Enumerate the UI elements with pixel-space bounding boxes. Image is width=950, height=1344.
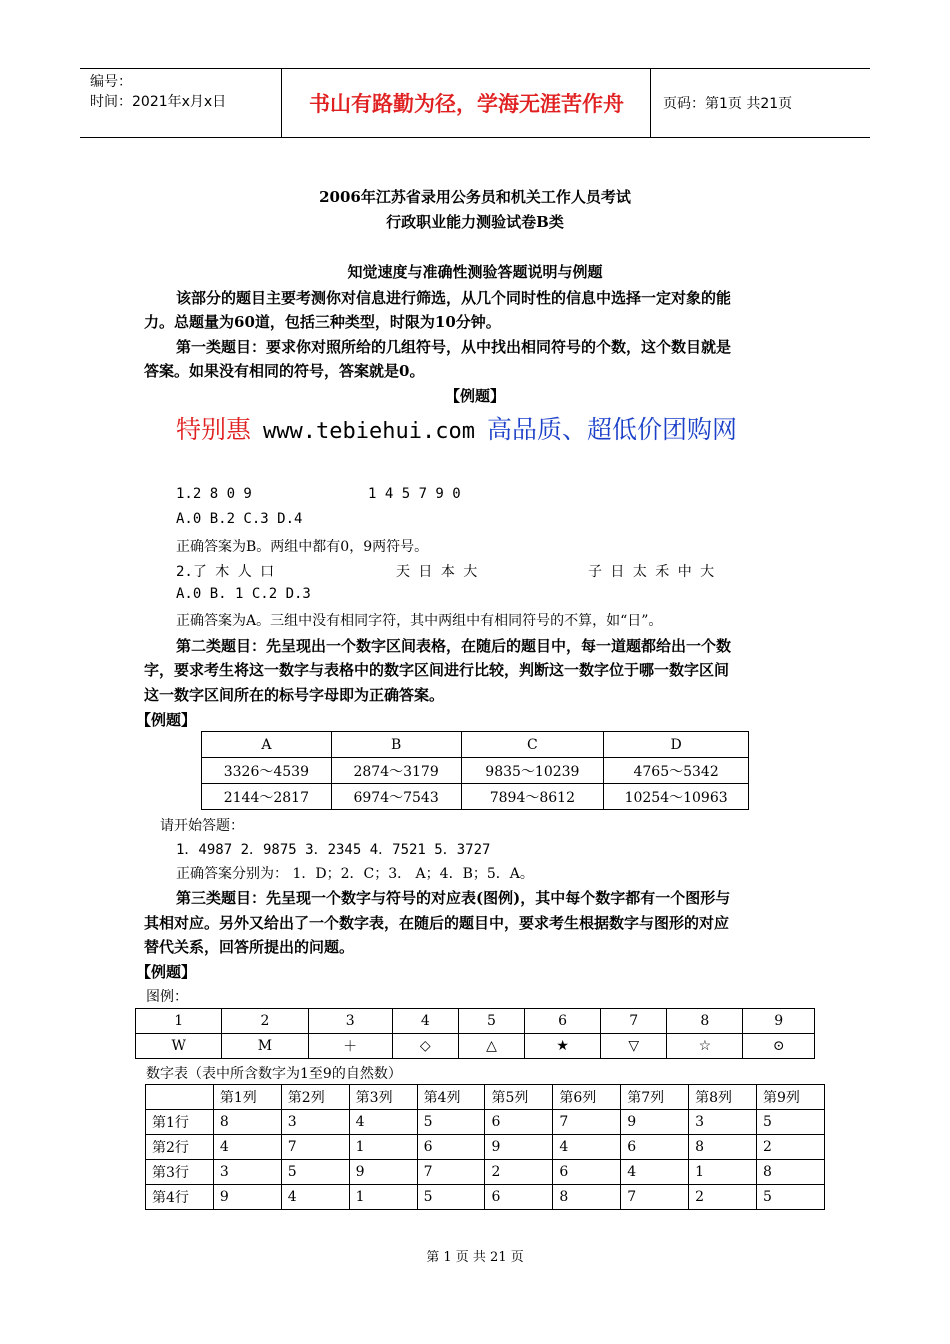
legend-table [135,1008,815,1059]
number-cell: 7 [281,1135,349,1160]
number-cell: 4 [213,1135,281,1160]
number-cell: 5 [417,1185,485,1210]
legend-symbol: ▽ [601,1034,667,1059]
date-label: 时间：2021年x月x日 [90,94,227,110]
number-cell: 6 [485,1185,553,1210]
range-cell: 2144～2817 [202,784,332,810]
number-cell: 5 [757,1185,825,1210]
col-header: 第6列 [553,1085,621,1110]
page-header [80,68,870,138]
range-cell: 4765～5342 [604,758,749,784]
legend-symbol: ★ [525,1034,601,1059]
type1-line-1: 第一类题目：要求你对照所给的几组符号，从中找出相同符号的个数，这个数目就是 [176,338,732,356]
table-row [202,758,749,784]
legend-symbol: M [222,1034,308,1059]
type3-line-3: 替代关系，回答所提出的问题。 [144,938,355,956]
number-cell: 5 [757,1110,825,1135]
legend-symbol: ☆ [667,1034,743,1059]
legend-symbol: ◇ [392,1034,458,1059]
q2-group-2: 天 日 本 大 [396,564,478,580]
number-cell: 5 [281,1160,349,1185]
legend-number: 9 [743,1009,815,1034]
type2-answer: 正确答案分别为： 1．D；2．C；3． A；4．B；5．A。 [176,866,534,882]
type3-line-2: 其相对应。另外又给出了一个数字表，在随后的题目中，要求考生根据数字与图形的对应 [144,914,730,932]
type3-line-1: 第三类题目：先呈现一个数字与符号的对应表(图例)，其中每个数字都有一个图形与 [176,889,731,907]
legend-symbol: W [136,1034,222,1059]
legend-number: 7 [601,1009,667,1034]
number-cell: 3 [689,1110,757,1135]
legend-label: 图例： [146,989,188,1005]
range-cell: 6974～7543 [331,784,461,810]
range-table-header-row [202,732,749,758]
number-cell: 8 [213,1110,281,1135]
row-label: 第1行 [146,1110,214,1135]
row-label: 第3行 [146,1160,214,1185]
table-row [146,1185,825,1210]
legend-number: 5 [458,1009,524,1034]
col-header: 第1列 [213,1085,281,1110]
col-header: 第2列 [281,1085,349,1110]
range-table [201,731,749,810]
type3-example-label: 【例题】 [136,963,197,981]
number-cell: 2 [689,1185,757,1210]
number-table-caption: 数字表（表中所含数字为1至9的自然数） [146,1066,402,1082]
number-cell: 1 [349,1135,417,1160]
type2-items: 1．4987 2．9875 3．2345 4．7521 5．3727 [176,842,491,858]
legend-number: 2 [222,1009,308,1034]
title-line-1: 2006年江苏省录用公务员和机关工作人员考试 [319,188,631,206]
legend-symbol-row [136,1034,815,1059]
number-table [145,1084,825,1210]
number-cell: 5 [417,1110,485,1135]
legend-number: 8 [667,1009,743,1034]
number-cell: 9 [621,1110,689,1135]
col-header [146,1085,214,1110]
legend-symbol: ＋ [308,1034,392,1059]
number-cell: 4 [553,1135,621,1160]
number-cell: 1 [349,1185,417,1210]
number-cell: 6 [553,1160,621,1185]
type2-line-3: 这一数字区间所在的标号字母即为正确答案。 [144,686,445,704]
range-header-b: B [331,732,461,758]
legend-number: 1 [136,1009,222,1034]
number-cell: 4 [281,1185,349,1210]
number-cell: 3 [213,1160,281,1185]
number-cell: 9 [213,1185,281,1210]
number-cell: 2 [757,1135,825,1160]
intro-line-2: 力。总题量为60道，包括三种类型，时限为10分钟。 [144,313,501,331]
ad-url[interactable]: www.tebiehui.com [263,419,475,444]
number-cell: 6 [417,1135,485,1160]
number-cell: 1 [689,1160,757,1185]
ad-slogan: 高品质、超低价团购网 [486,415,737,444]
legend-symbol: △ [458,1034,524,1059]
table-row [146,1160,825,1185]
number-cell: 8 [553,1185,621,1210]
type2-prompt: 请开始答题： [160,818,244,834]
header-motto: 书山有路勤为径，学海无涯苦作舟 [283,69,651,137]
range-cell: 9835～10239 [461,758,604,784]
table-row [146,1135,825,1160]
range-header-a: A [202,732,332,758]
col-header: 第9列 [757,1085,825,1110]
number-cell: 4 [349,1110,417,1135]
header-page-info: 页码：第1页 共21页 [663,96,793,112]
q2-group-1: 2.了 木 人 口 [176,564,275,580]
number-table-header-row [146,1085,825,1110]
ad-brand: 特别惠 [176,415,252,444]
number-cell: 2 [485,1160,553,1185]
intro-line-1: 该部分的题目主要考测你对信息进行筛选，从几个同时性的信息中选择一定对象的能 [176,289,732,307]
q1-answer: 正确答案为B。两组中都有0，9两符号。 [176,539,429,555]
table-row [202,784,749,810]
type2-line-2: 字，要求考生将这一数字与表格中的数字区间进行比较，判断这一数字位于哪一数字区间 [144,661,730,679]
range-cell: 7894～8612 [461,784,604,810]
col-header: 第7列 [621,1085,689,1110]
legend-number: 3 [308,1009,392,1034]
row-label: 第2行 [146,1135,214,1160]
q2-group-3: 子 日 太 禾 中 大 [588,564,715,580]
col-header: 第3列 [349,1085,417,1110]
legend-number: 6 [525,1009,601,1034]
number-cell: 6 [621,1135,689,1160]
col-header: 第4列 [417,1085,485,1110]
range-header-d: D [604,732,749,758]
title-line-2: 行政职业能力测验试卷B类 [386,213,564,231]
q1-group-2: 1 4 5 7 9 0 [368,486,461,502]
col-header: 第8列 [689,1085,757,1110]
number-cell: 7 [621,1185,689,1210]
range-cell: 3326～4539 [202,758,332,784]
q2-answer: 正确答案为A。三组中没有相同字符，其中两组中有相同符号的不算，如“日”。 [176,613,663,629]
type1-line-2: 答案。如果没有相同的符号，答案就是0。 [144,362,425,380]
range-cell: 10254～10963 [604,784,749,810]
number-cell: 6 [485,1110,553,1135]
number-cell: 9 [485,1135,553,1160]
header-meta [80,69,282,137]
number-cell: 8 [689,1135,757,1160]
range-cell: 2874～3179 [331,758,461,784]
type2-example-label: 【例题】 [136,711,197,729]
legend-number: 4 [392,1009,458,1034]
number-cell: 7 [553,1110,621,1135]
range-header-c: C [461,732,604,758]
q1-group-1: 1.2 8 0 9 [176,486,252,502]
row-label: 第4行 [146,1185,214,1210]
number-cell: 3 [281,1110,349,1135]
type1-example-label: 【例题】 [444,387,505,405]
number-cell: 4 [621,1160,689,1185]
col-header: 第5列 [485,1085,553,1110]
legend-symbol: ⊙ [743,1034,815,1059]
number-cell: 8 [757,1160,825,1185]
q1-options: A.0 B.2 C.3 D.4 [176,511,303,527]
legend-number-row [136,1009,815,1034]
ad-banner[interactable] [176,410,737,446]
table-row [146,1110,825,1135]
number-cell: 9 [349,1160,417,1185]
number-label: 编号： [90,74,132,90]
q2-options: A.0 B. 1 C.2 D.3 [176,586,311,602]
type2-line-1: 第二类题目：先呈现出一个数字区间表格，在随后的题目中，每一道题都给出一个数 [176,637,732,655]
number-cell: 7 [417,1160,485,1185]
page-footer: 第 1 页 共 21 页 [426,1250,524,1265]
section-title: 知觉速度与准确性测验答题说明与例题 [347,263,603,281]
